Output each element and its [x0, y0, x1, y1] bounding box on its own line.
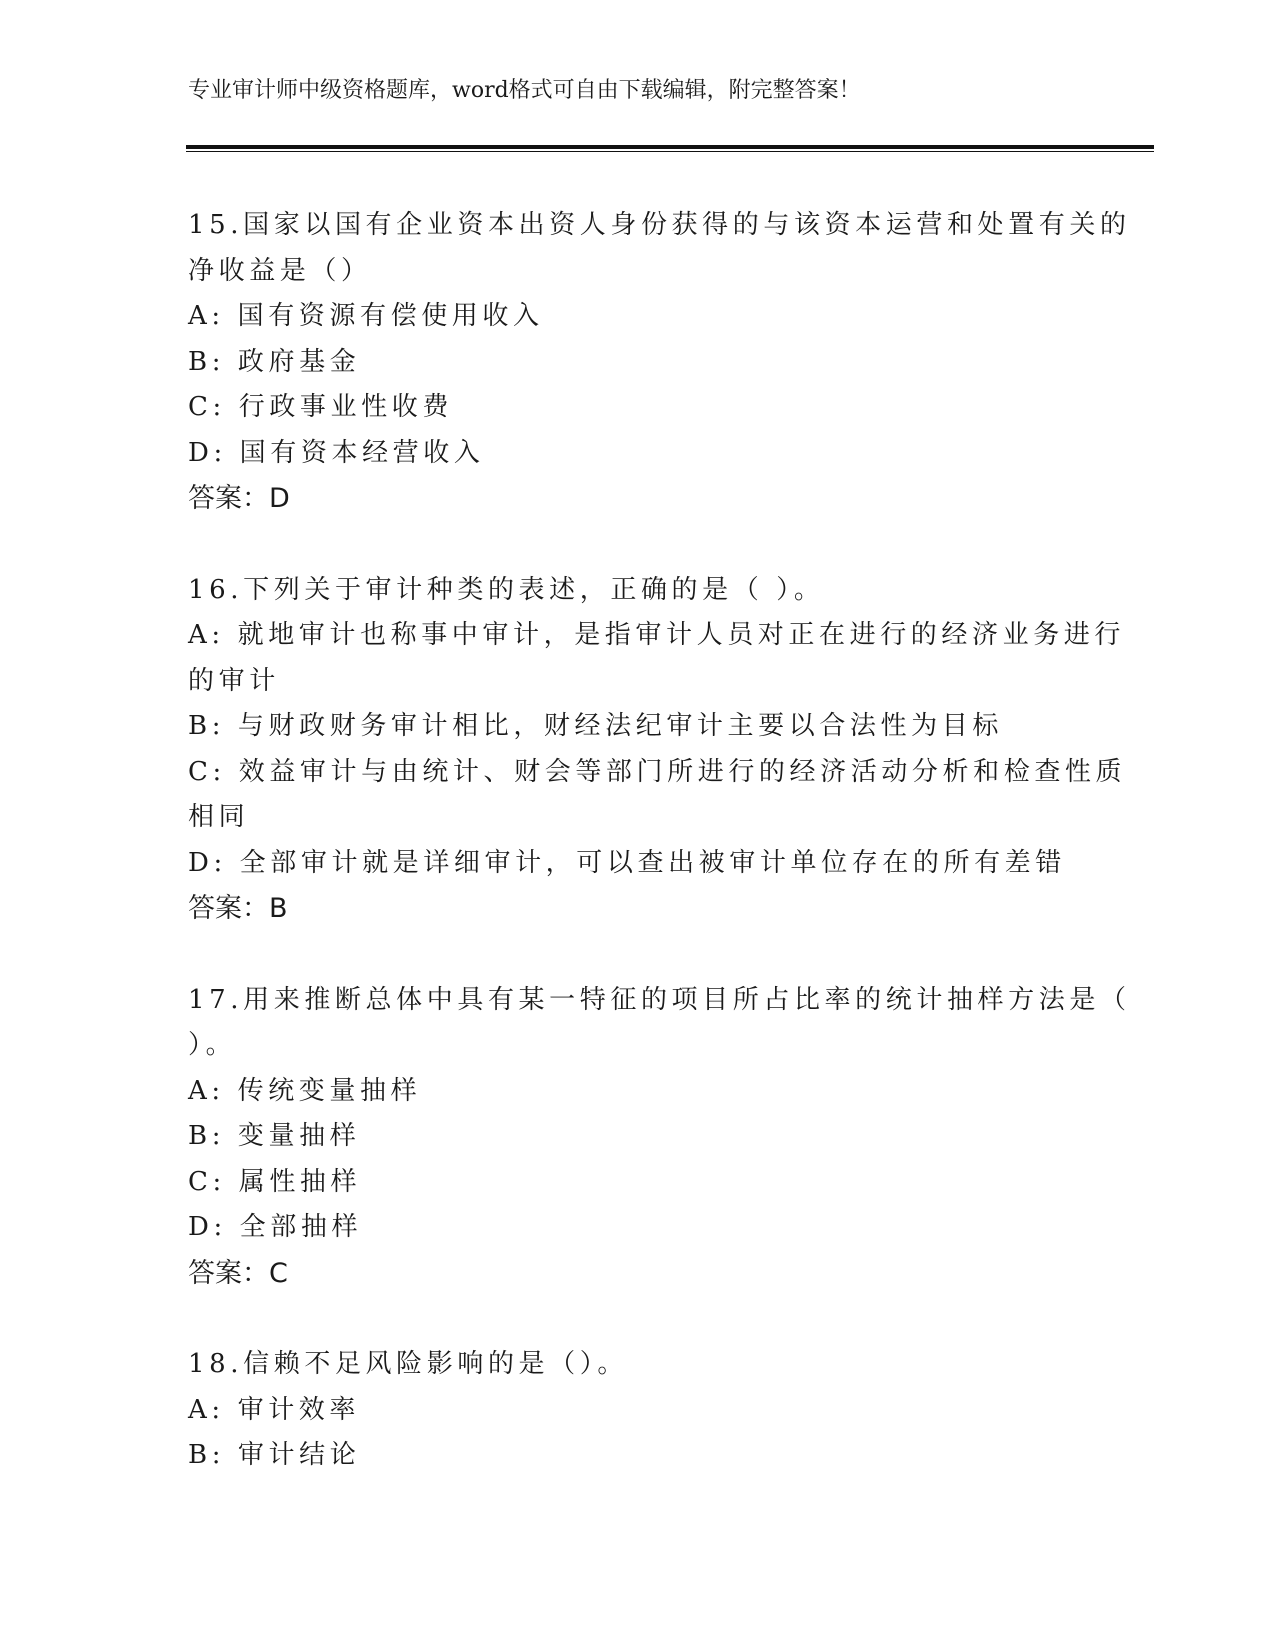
question-18: [188, 1342, 1088, 1479]
question-text: 16.下列关于审计种类的表述，正确的是（ ）。: [188, 574, 825, 605]
option-c: C: 行政事业性收费: [188, 392, 453, 422]
option-b: B: 政府基金: [188, 346, 361, 377]
question-15: [188, 203, 1131, 522]
option-b: B: 审计结论: [188, 1440, 361, 1470]
answer-label: 答案：C: [188, 1257, 288, 1289]
option-d: D: 国有资本经营收入: [188, 437, 485, 468]
option-d: D: 全部抽样: [188, 1212, 363, 1242]
question-text: 17.用来推断总体中具有某一特征的项目所占比率的统计抽样方法是（: [188, 984, 1131, 1015]
header-rule-thick: [186, 145, 1154, 149]
option-c: C: 效益审计与由统计、财会等部门所进行的经济活动分析和检查性质: [188, 756, 1127, 787]
answer-label: 答案：B: [188, 893, 288, 924]
option-a: A: 就地审计也称事中审计，是指审计人员对正在进行的经济业务进行: [188, 620, 1126, 650]
option-a: A: 国有资源有偿使用收入: [188, 301, 544, 331]
question-16: [188, 568, 1127, 932]
question-list: [188, 203, 1131, 1525]
option-c: C: 属性抽样: [188, 1166, 362, 1197]
question-text: 15.国家以国有企业资本出资人身份获得的与该资本运营和处置有关的: [188, 210, 1131, 240]
option-b: B: 变量抽样: [188, 1121, 361, 1151]
option-a-continued: 的审计: [188, 665, 280, 696]
header-rule-thin: [186, 151, 1154, 152]
option-d: D: 全部审计就是详细审计，可以查出被审计单位存在的所有差错: [188, 847, 1066, 878]
option-a: A: 审计效率: [188, 1394, 361, 1425]
question-text: ）。: [188, 1030, 237, 1060]
page-header: 专业审计师中级资格题库，word格式可自由下载编辑，附完整答案！: [188, 78, 861, 103]
question-text: 18.信赖不足风险影响的是（）。: [188, 1349, 628, 1379]
option-b: B: 与财政财务审计相比，财经法纪审计主要以合法性为目标: [188, 711, 1003, 741]
option-c-continued: 相同: [188, 802, 250, 832]
answer-label: 答案：D: [188, 483, 290, 514]
question-17: [188, 978, 1131, 1297]
option-a: A: 传统变量抽样: [188, 1075, 422, 1106]
question-text: 净收益是（）: [188, 255, 372, 286]
